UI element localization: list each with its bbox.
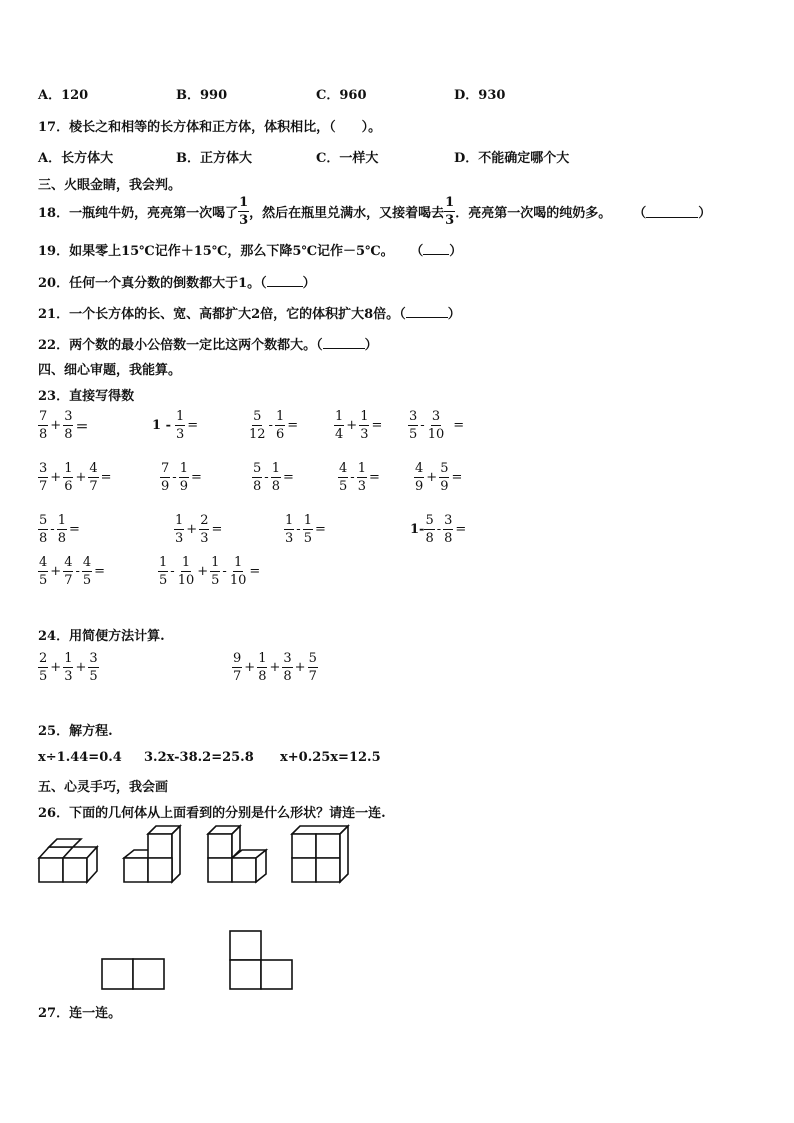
- solid-3[interactable]: [208, 826, 266, 882]
- calc-3: $\frac{5}{12}$ - $\frac{1}{6}$ =: [249, 409, 299, 442]
- calc-13: $\frac{1}{3}$ - $\frac{1}{5}$ =: [285, 513, 326, 546]
- q16-option-d: D．930: [454, 88, 506, 103]
- calc-11: $\frac{5}{8}$ - $\frac{1}{8}$ =: [39, 513, 80, 546]
- q17-option-a: A．长方体大: [38, 151, 114, 166]
- q17-option-d: D．不能确定哪个大: [454, 151, 570, 166]
- calc-9: $\frac{4}{5}$ - $\frac{1}{3}$ =: [339, 461, 380, 494]
- q22-text: 22．两个数的最小公倍数一定比这两个数都大。: [38, 338, 317, 353]
- calc-1: $\frac{7}{8}$ + $\frac{3}{8}$ ＝: [39, 409, 89, 442]
- q18: 18．一瓶纯牛奶，亮亮第一次喝了 $\frac{1}{3}$ ，然后在瓶里兑满水，又接着喝去 $\frac{1}{3}$ ．亮亮第一次喝的纯奶多。 （ ）: [38, 194, 712, 228]
- q16-option-a: A．120: [38, 88, 89, 103]
- q18-fraction-1: $\frac{1}{3}$: [239, 194, 249, 228]
- solid-1[interactable]: [39, 839, 97, 882]
- top-view-1[interactable]: [102, 959, 164, 989]
- calc-2: 1 - $\frac{1}{3}$ =: [152, 409, 199, 442]
- q25-title: 25．解方程.: [38, 724, 113, 739]
- q20-text: 20．任何一个真分数的倒数都大于1。: [38, 276, 261, 291]
- section-4-title: 四、细心审题，我能算。: [38, 363, 182, 378]
- calc-16: $\frac{1}{5}$ - $\frac{1}{10}$ + $\frac{1}{5}$ - $\frac{1}{10}$ =: [159, 555, 261, 588]
- solid-4[interactable]: [292, 826, 348, 882]
- q18-part1: 18．一瓶纯牛奶，亮亮第一次喝了: [38, 205, 239, 221]
- simplify-2: $\frac{9}{7}$ + $\frac{1}{8}$ + $\frac{3}{8}$ + $\frac{5}{7}$: [233, 651, 317, 684]
- simplify-1: $\frac{2}{5}$ + $\frac{1}{3}$ + $\frac{3}{5}$: [39, 651, 98, 684]
- calc-15: $\frac{4}{5}$ + $\frac{4}{7}$ - $\frac{4}{5}$ =: [39, 555, 106, 588]
- equation-3: x+0.25x=12.5: [280, 750, 381, 765]
- calc-6: $\frac{3}{7}$ + $\frac{1}{6}$ + $\frac{4}{7}$ =: [39, 461, 112, 494]
- equation-2: 3.2x-38.2=25.8: [144, 750, 254, 765]
- calc-12: $\frac{1}{3}$ + $\frac{2}{3}$ =: [175, 513, 223, 546]
- calc-7: $\frac{7}{9}$ - $\frac{1}{9}$ =: [161, 461, 202, 494]
- top-view-2[interactable]: [230, 931, 292, 989]
- equation-1: x÷1.44=0.4: [38, 750, 122, 765]
- q21: 21．一个长方体的长、宽、高都扩大2倍，它的体积扩大8倍。（ ）: [38, 303, 461, 322]
- q21-text: 21．一个长方体的长、宽、高都扩大2倍，它的体积扩大8倍。: [38, 307, 400, 322]
- q18-part3: ．亮亮第一次喝的纯奶多。: [455, 205, 612, 221]
- q19-text: 19．如果零上15℃记作＋15℃，那么下降5℃记作－5℃。: [38, 244, 394, 259]
- calc-4: $\frac{1}{4}$ + $\frac{1}{3}$ =: [335, 409, 383, 442]
- q16-option-b: B．990: [176, 88, 228, 103]
- q18-fraction-2: $\frac{1}{3}$: [445, 194, 455, 228]
- section-5-title: 五、心灵手巧，我会画: [38, 780, 169, 795]
- q16-option-c: C．960: [316, 88, 367, 103]
- q19: 19．如果零上15℃记作＋15℃，那么下降5℃记作－5℃。 （ ）: [38, 240, 462, 259]
- q18-part2: ，然后在瓶里兑满水，又接着喝去: [249, 205, 445, 221]
- q24-title: 24．用简便方法计算.: [38, 629, 165, 644]
- q26-text: 26．下面的几何体从上面看到的分别是什么形状？请连一连.: [38, 806, 386, 821]
- q20: 20．任何一个真分数的倒数都大于1。（ ）: [38, 272, 316, 291]
- q17-text: 17．棱长之和相等的长方体和正方体，体积相比，（ ）。: [38, 120, 382, 135]
- q17-option-c: C．一样大: [316, 151, 379, 166]
- q22: 22．两个数的最小公倍数一定比这两个数都大。（ ）: [38, 334, 378, 353]
- section-3-title: 三、火眼金睛，我会判。: [38, 178, 182, 193]
- solid-2[interactable]: [124, 826, 180, 882]
- calc-14: 1- $\frac{5}{8}$ - $\frac{3}{8}$ =: [410, 513, 467, 546]
- q27-text: 27．连一连。: [38, 1006, 122, 1021]
- q17-option-b: B．正方体大: [176, 151, 252, 166]
- calc-10: $\frac{4}{9}$ + $\frac{5}{9}$ =: [415, 461, 463, 494]
- q23-title: 23．直接写得数: [38, 389, 135, 404]
- calc-5: $\frac{3}{5}$ - $\frac{3}{10}$ =: [409, 409, 465, 442]
- calc-8: $\frac{5}{8}$ - $\frac{1}{8}$ =: [253, 461, 294, 494]
